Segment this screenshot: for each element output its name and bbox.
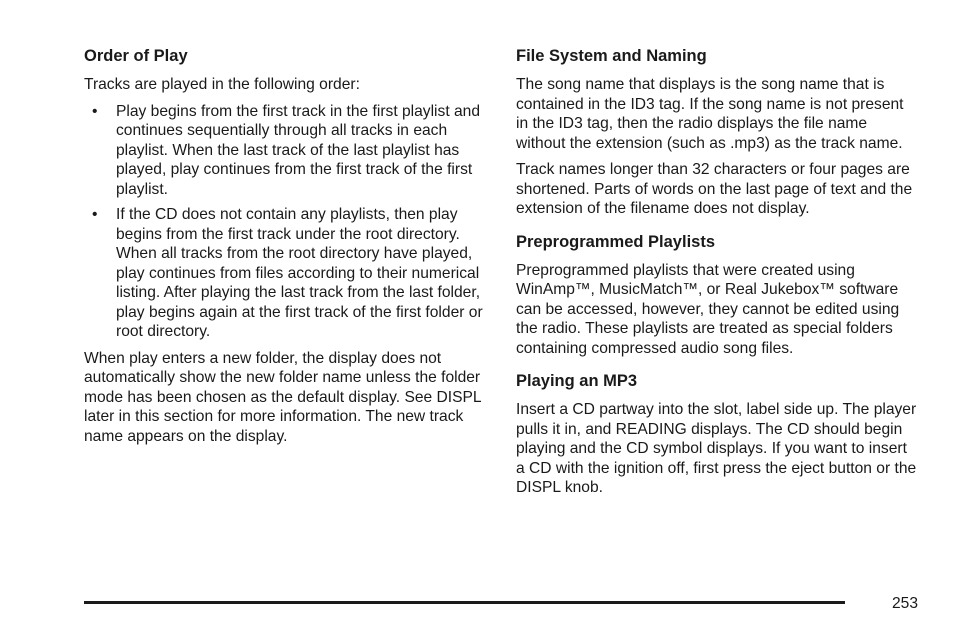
mp3-paragraph: Insert a CD partway into the slot, label side up. The player pulls it in, and READING displays. The CD should begin playing and the CD symbol displays. If you want to insert a CD with the ignition off, first press the eject button or the DISPL knob. xyxy=(516,401,917,496)
file-system-paragraph-2: Track names longer than 32 characters or four pages are shortened. Parts of words on the last page of text and the extension of the filename does not display. xyxy=(516,161,913,217)
footer-rule xyxy=(84,601,845,604)
order-intro-text: Tracks are played in the following order: xyxy=(84,76,360,93)
playing-mp3-heading: Playing an MP3 xyxy=(516,372,638,390)
folder-paragraph: When play enters a new folder, the display does not automatically show the new folder name unless the folder mode has been chosen as the default display. See DISPL later in this section for more information. The new track name appears on the display. xyxy=(84,349,482,445)
page-number: 253 xyxy=(891,595,918,612)
left-column xyxy=(84,46,488,453)
preprogrammed-playlists-heading: Preprogrammed Playlists xyxy=(516,232,715,251)
order-of-play-heading: Order of Play xyxy=(84,47,188,65)
list-item xyxy=(84,102,488,200)
right-column xyxy=(516,46,918,505)
order-bullet-list xyxy=(84,102,488,342)
file-system-paragraph-1: The song name that displays is the song name that is contained in the ID3 tag. If the song name is not present in the ID3 tag, then the radio displays the file name without the extension (such as .mp3) as the track name. xyxy=(516,76,904,152)
bullet-icon: • xyxy=(92,102,98,120)
list-item-text: Play begins from the first track in the first playlist and continues sequentially through all tracks in each playlist. When the last track of the last playlist has played, play continues from the first track of the first playlist. xyxy=(116,102,481,198)
list-item xyxy=(84,205,488,342)
list-item-text: If the CD does not contain any playlists, then play begins from the first track under the root directory. When all tracks from the root directory have played, play continues from files according to their numerical listing. After playing the last track from the last folder, play begins again at the first track of the first folder or root directory. xyxy=(116,206,483,340)
file-system-heading: File System and Naming xyxy=(516,47,707,65)
playlists-paragraph: Preprogrammed playlists that were created using WinAmp™, MusicMatch™, or Real Jukebox™ software can be accessed, however, they cannot be edited using the radio. These playlists are treated as special folders containing compressed audio song files. xyxy=(516,261,900,357)
bullet-icon: • xyxy=(92,206,98,223)
